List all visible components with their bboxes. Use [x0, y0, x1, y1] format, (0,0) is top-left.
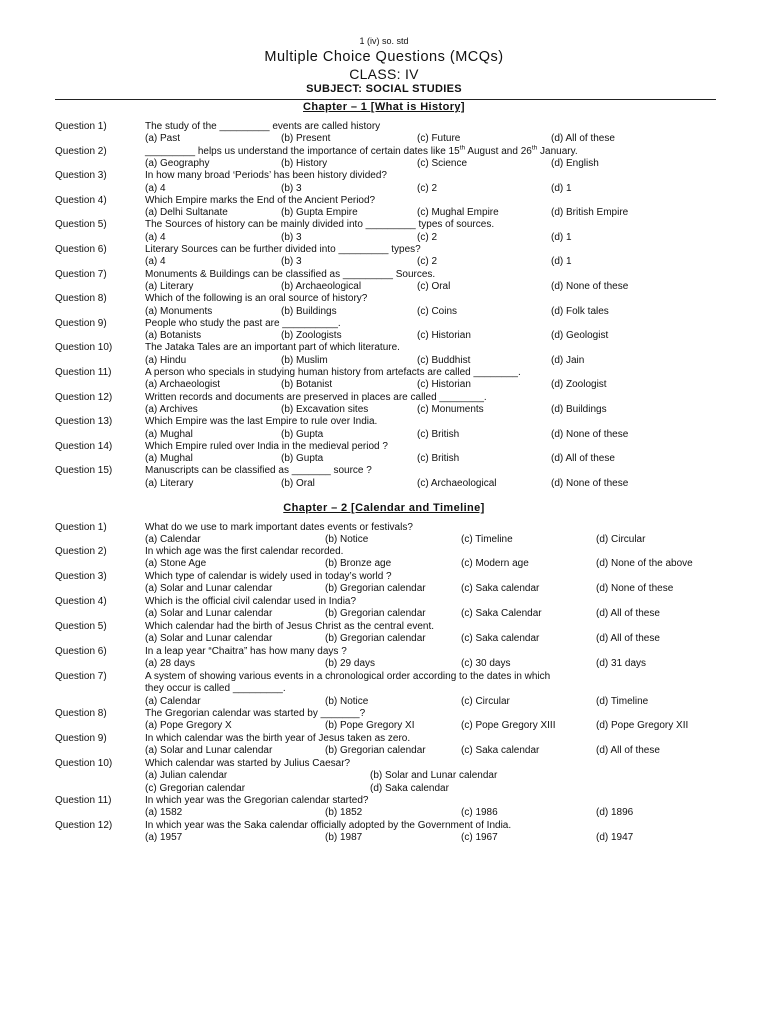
answer-option: (d) Circular	[596, 534, 646, 546]
answer-option: (a) Mughal	[145, 453, 193, 465]
answer-option: (a) Hindu	[145, 354, 187, 366]
answer-option: (a) Calendar	[145, 695, 201, 707]
question-number: Question 15)	[55, 465, 113, 477]
question-text: Which Empire marks the End of the Ancient Period?	[145, 194, 376, 206]
answer-option: (d) Timeline	[596, 695, 649, 707]
question-text: People who study the past are __________.	[145, 317, 341, 329]
question-number: Question 11)	[55, 367, 112, 378]
question-number: Question 9)	[55, 317, 107, 329]
answer-option: (c) Archaeological	[417, 477, 497, 489]
answer-option: (a) 1957	[145, 832, 183, 844]
answer-option: (b) Gregorian calendar	[325, 583, 426, 595]
question-text: In a leap year “Chaitra” has how many days ?	[145, 646, 347, 657]
answer-option: (a) Literary	[145, 477, 194, 489]
answer-option: (c) Science	[417, 157, 468, 169]
question-number: Question 12)	[55, 391, 113, 403]
question-text: In which calendar was the birth year of Jesus taken as zero.	[145, 733, 411, 744]
question-text: In which age was the first calendar recorded.	[145, 546, 344, 557]
chapter-2-title: Chapter – 2 [Calendar and Timeline]	[283, 502, 485, 514]
answer-option: (b) Notice	[325, 695, 369, 707]
answer-option: (c) Monuments	[417, 403, 484, 415]
page-title: Multiple Choice Questions (MCQs)	[264, 49, 504, 65]
question-number: Question 4)	[55, 194, 107, 206]
answer-option: (a) Archives	[145, 403, 198, 415]
answer-option: (c) Saka calendar	[461, 745, 540, 757]
question-text: A system of showing various events in a chronological order according to the dates in which	[145, 671, 551, 682]
answer-option: (b) 1852	[325, 807, 363, 819]
class-line: CLASS: IV	[349, 66, 419, 82]
answer-option: (c) Buddhist	[417, 354, 471, 366]
question-number: Question 2)	[55, 145, 107, 157]
answer-option: (a) 4	[145, 182, 166, 194]
answer-option: (a) Botanists	[145, 330, 202, 342]
question-text: Which Empire was the last Empire to rule over India.	[145, 416, 378, 428]
answer-option: (a) Geography	[145, 157, 210, 169]
chapter-1-title: Chapter – 1 [What is History]	[303, 101, 465, 113]
answer-option: (c) Coins	[417, 305, 458, 317]
answer-option: (c) British	[417, 453, 460, 465]
answer-option: (a) Mughal	[145, 428, 193, 440]
question-text: Which type of calendar is widely used in today’s world ?	[145, 571, 392, 582]
answer-option: (d) Jain	[551, 354, 585, 366]
answer-option: (b) Excavation sites	[281, 403, 369, 415]
answer-option: (d) 1	[551, 256, 572, 268]
question-number: Question 7)	[55, 268, 107, 280]
question-text: Which Empire ruled over India in the medieval period ?	[145, 440, 388, 452]
answer-option: (b) History	[281, 157, 328, 169]
answer-option: (c) Modern age	[461, 558, 529, 570]
answer-option: (a) 4	[145, 256, 166, 268]
answer-option: (b) Gupta Empire	[281, 207, 358, 219]
question-text: In which year was the Gregorian calendar started?	[145, 795, 369, 806]
answer-option: (d) All of these	[551, 453, 615, 465]
question-text: Written records and documents are preserved in places are called ________.	[145, 391, 487, 403]
question-text: A person who specials in studying human history from artefacts are called ________.	[145, 367, 521, 378]
answer-option: (b) Notice	[325, 534, 369, 546]
superscript: th	[459, 144, 466, 152]
question-text-part: August and 26	[465, 145, 532, 157]
question-text: Which calendar had the birth of Jesus Christ as the central event.	[145, 621, 435, 632]
question-number: Question 2)	[55, 546, 107, 557]
question-text: Literary Sources can be further divided into _________ types?	[145, 244, 421, 255]
answer-option: (a) Literary	[145, 280, 194, 292]
question-text: Manuscripts can be classified as _______ source ?	[145, 465, 372, 477]
answer-option: (c) Oral	[417, 280, 451, 292]
answer-option: (b) Archaeological	[281, 280, 362, 292]
answer-option: (d) 1947	[596, 832, 634, 844]
question-number: Question 1)	[55, 522, 107, 533]
question-number: Question 1)	[55, 121, 107, 132]
answer-option: (c) 2	[417, 182, 437, 194]
answer-option: (d) 31 days	[596, 658, 647, 670]
answer-option: (c) 2	[417, 256, 437, 268]
answer-option: (c) 1967	[461, 832, 498, 844]
answer-option: (a) Solar and Lunar calendar	[145, 633, 273, 645]
question-number: Question 7)	[55, 671, 107, 682]
answer-option: (b) Present	[281, 133, 331, 145]
answer-option: (b) 3	[281, 256, 302, 268]
answer-option: (a) Delhi Sultanate	[145, 207, 228, 219]
answer-option: (c) 30 days	[461, 658, 511, 670]
question-text-continued: they occur is called _________.	[145, 683, 286, 695]
question-number: Question 10)	[55, 758, 113, 769]
chapter-1-heading	[0, 101, 768, 113]
answer-option: (d) Pope Gregory XII	[596, 720, 689, 732]
answer-option: (b) 3	[281, 182, 302, 194]
answer-option: (d) Saka calendar	[370, 782, 449, 794]
answer-option: (c) British	[417, 428, 460, 440]
answer-option: (a) 28 days	[145, 658, 196, 670]
header-divider	[55, 99, 716, 100]
answer-option: (d) Geologist	[551, 330, 609, 342]
answer-option: (a) 4	[145, 231, 166, 243]
answer-option: (c) Circular	[461, 695, 510, 707]
answer-option: (a) Calendar	[145, 534, 201, 546]
question-number: Question 9)	[55, 733, 107, 744]
chapter-2-heading	[0, 502, 768, 514]
answer-option: (a) Stone Age	[145, 558, 207, 570]
answer-option: (c) Future	[417, 133, 461, 145]
answer-option: (d) All of these	[551, 133, 615, 145]
question-number: Question 12)	[55, 820, 113, 831]
question-text: Monuments & Buildings can be classified as _________ Sources.	[145, 268, 436, 280]
question-text: In how many broad ‘Periods’ has been history divided?	[145, 170, 387, 182]
question-text: What do we use to mark important dates events or festivals?	[145, 522, 413, 533]
answer-option: (b) 1987	[325, 832, 363, 844]
answer-option: (d) None of these	[596, 583, 674, 595]
question-number: Question 3)	[55, 571, 107, 582]
answer-option: (c) Saka calendar	[461, 583, 540, 595]
answer-option: (b) Gregorian calendar	[325, 745, 426, 757]
question-number: Question 8)	[55, 293, 107, 305]
question-number: Question 3)	[55, 170, 107, 182]
answer-option: (a) Solar and Lunar calendar	[145, 745, 273, 757]
question-number: Question 6)	[55, 646, 107, 657]
question-number: Question 8)	[55, 708, 107, 719]
question-text	[145, 146, 578, 158]
question-text-part: _________ helps us understand the importance of certain dates like 15	[145, 145, 460, 157]
question-number: Question 13)	[55, 416, 113, 428]
question-number: Question 11)	[55, 795, 112, 806]
answer-option: (a) Julian calendar	[145, 770, 228, 782]
answer-option: (c) Saka Calendar	[461, 608, 542, 620]
answer-option: (d) None of these	[551, 477, 629, 489]
answer-option: (c) Timeline	[461, 534, 513, 546]
answer-option: (b) Zoologists	[281, 330, 342, 342]
question-text: The Gregorian calendar was started by _______?	[145, 708, 366, 719]
answer-option: (b) Buildings	[281, 305, 337, 317]
answer-option: (b) Gupta	[281, 453, 324, 465]
answer-option: (b) Muslim	[281, 354, 328, 366]
answer-option: (b) Solar and Lunar calendar	[370, 770, 498, 782]
answer-option: (a) 1582	[145, 807, 183, 819]
answer-option: (b) Oral	[281, 477, 315, 489]
question-number: Question 5)	[55, 219, 107, 231]
answer-option: (d) None of these	[551, 428, 629, 440]
answer-option: (d) 1	[551, 231, 572, 243]
question-text-part: January.	[537, 145, 578, 157]
answer-option: (b) 29 days	[325, 658, 376, 670]
question-text: The Jataka Tales are an important part of which literature.	[145, 342, 400, 354]
answer-option: (d) Buildings	[551, 403, 607, 415]
answer-option: (b) Bronze age	[325, 558, 392, 570]
question-number: Question 5)	[55, 621, 107, 632]
answer-option: (d) Folk tales	[551, 305, 609, 317]
question-number: Question 6)	[55, 244, 107, 255]
answer-option: (b) Gregorian calendar	[325, 608, 426, 620]
superscript: th	[531, 144, 538, 152]
question-number: Question 4)	[55, 596, 107, 607]
answer-option: (c) 1986	[461, 807, 498, 819]
answer-option: (c) Pope Gregory XIII	[461, 720, 556, 732]
question-text: Which is the official civil calendar used in India?	[145, 596, 357, 607]
answer-option: (d) Zoologist	[551, 379, 607, 391]
answer-option: (a) Archaeologist	[145, 379, 221, 391]
answer-option: (d) 1	[551, 182, 572, 194]
answer-option: (d) All of these	[596, 608, 660, 620]
answer-option: (d) None of these	[551, 280, 629, 292]
answer-option: (c) Historian	[417, 330, 471, 342]
question-text: Which of the following is an oral source of history?	[145, 293, 368, 305]
answer-option: (d) British Empire	[551, 207, 629, 219]
top-note: 1 (iv) so. std	[359, 36, 409, 46]
question-text: The Sources of history can be mainly divided into _________ types of sources.	[145, 219, 495, 231]
answer-option: (d) All of these	[596, 633, 660, 645]
question-number: Question 14)	[55, 440, 113, 452]
answer-option: (a) Pope Gregory X	[145, 720, 232, 732]
answer-option: (c) Historian	[417, 379, 471, 391]
question-number: Question 10)	[55, 342, 113, 354]
answer-option: (b) Pope Gregory XI	[325, 720, 415, 732]
answer-option: (b) Botanist	[281, 379, 333, 391]
answer-option: (a) Monuments	[145, 305, 213, 317]
subject-line: SUBJECT: SOCIAL STUDIES	[306, 83, 462, 95]
answer-option: (c) Saka calendar	[461, 633, 540, 645]
answer-option: (a) Past	[145, 133, 181, 145]
answer-option: (d) 1896	[596, 807, 634, 819]
answer-option: (b) Gupta	[281, 428, 324, 440]
question-text: The study of the _________ events are called history	[145, 121, 381, 132]
question-text: In which year was the Saka calendar officially adopted by the Government of India.	[145, 820, 512, 831]
answer-option: (b) Gregorian calendar	[325, 633, 426, 645]
answer-option: (a) Solar and Lunar calendar	[145, 608, 273, 620]
answer-option: (d) All of these	[596, 745, 660, 757]
answer-option: (c) Gregorian calendar	[145, 782, 246, 794]
question-text: Which calendar was started by Julius Caesar?	[145, 758, 351, 769]
answer-option: (c) 2	[417, 231, 437, 243]
answer-option: (d) English	[551, 157, 599, 169]
answer-option: (c) Mughal Empire	[417, 207, 499, 219]
answer-option: (a) Solar and Lunar calendar	[145, 583, 273, 595]
answer-option: (d) None of the above	[596, 558, 693, 570]
answer-option: (b) 3	[281, 231, 302, 243]
